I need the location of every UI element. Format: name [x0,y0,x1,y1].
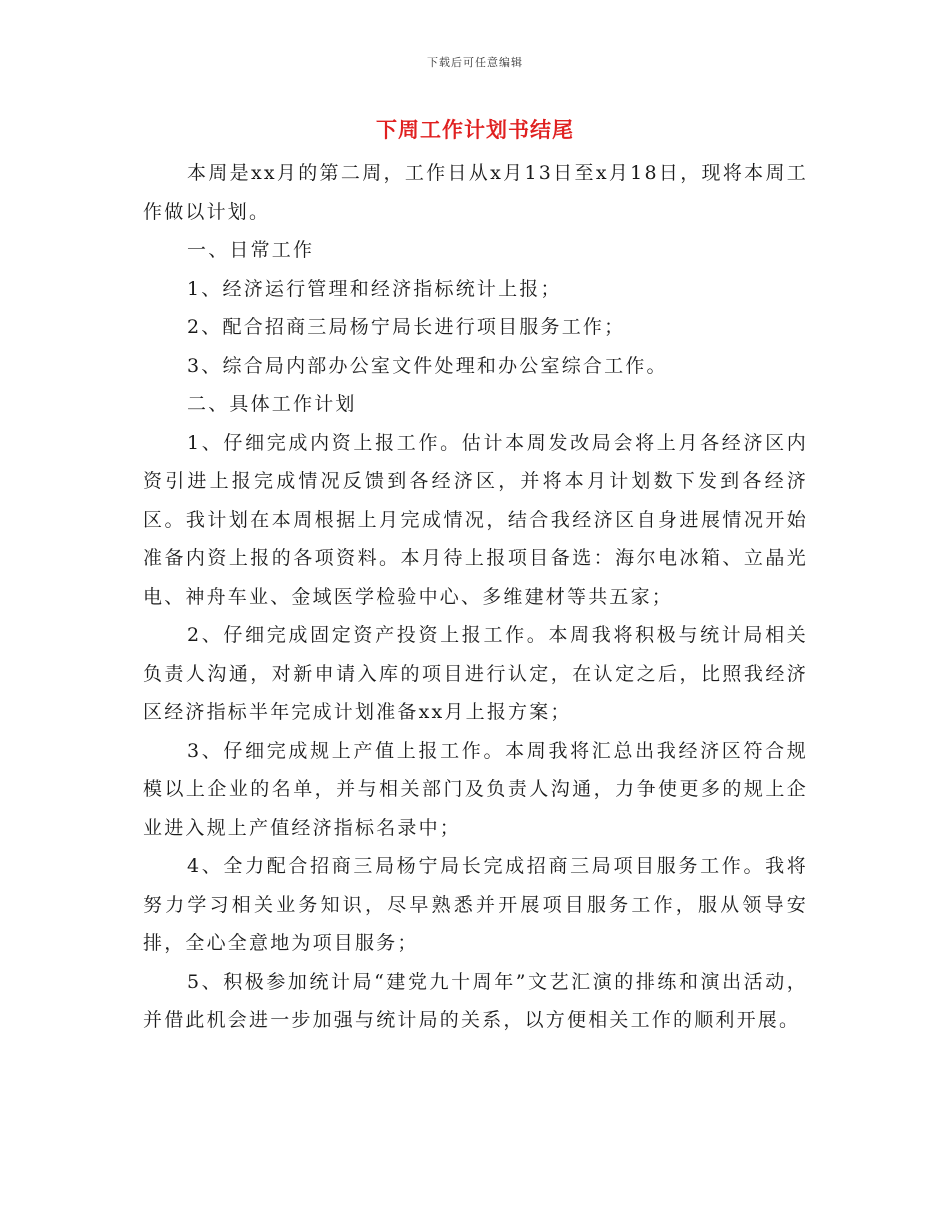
list-item: 2、仔细完成固定资产投资上报工作。本周我将积极与统计局相关负责人沟通，对新申请入库的项目进行认定，在认定之后，比照我经济区经济指标半年完成计划准备xx月上报方案； [143,624,808,723]
list-item: 5、积极参加统计局“建党九十周年”文艺汇演的排练和演出活动，并借此机会进一步加强与统计局的关系，以方便相关工作的顺利开展。 [143,970,808,1031]
document-title: 下周工作计划书结尾 [376,117,574,142]
page-header-note: 下载后可任意编辑 [427,56,523,69]
list-item: 1、经济运行管理和经济指标统计上报； [187,277,562,300]
list-item: 3、综合局内部办公室文件处理和办公室综合工作。 [187,354,668,377]
paragraph-intro: 本周是xx月的第二周，工作日从x月13日至x月18日，现将本周工作做以计划。 [143,162,808,223]
list-item: 4、全力配合招商三局杨宁局长完成招商三局项目服务工作。我将努力学习相关业务知识，尽早熟悉并开展项目服务工作，服从领导安排，全心全意地为项目服务； [143,855,808,954]
list-item: 3、仔细完成规上产值上报工作。本周我将汇总出我经济区符合规模以上企业的名单，并与相关部门及负责人沟通，力争使更多的规上企业进入规上产值经济指标名录中； [143,739,808,839]
document-body [143,154,808,1040]
list-item: 1、仔细完成内资上报工作。估计本周发改局会将上月各经济区内资引进上报完成情况反馈到各经济区，并将本月计划数下发到各经济区。我计划在本周根据上月完成情况，结合我经济区自身进展情况开始准备内资上报的各项资料。本月待上报项目备选：海尔电冰箱、立晶光电、神舟车业、金域医学检验中心、多维建材等共五家； [143,431,808,608]
section-heading-daily-work: 一、日常工作 [187,239,315,261]
list-item: 2、配合招商三局杨宁局长进行项目服务工作； [187,316,626,338]
section-heading-specific-plan: 二、具体工作计划 [187,393,357,415]
